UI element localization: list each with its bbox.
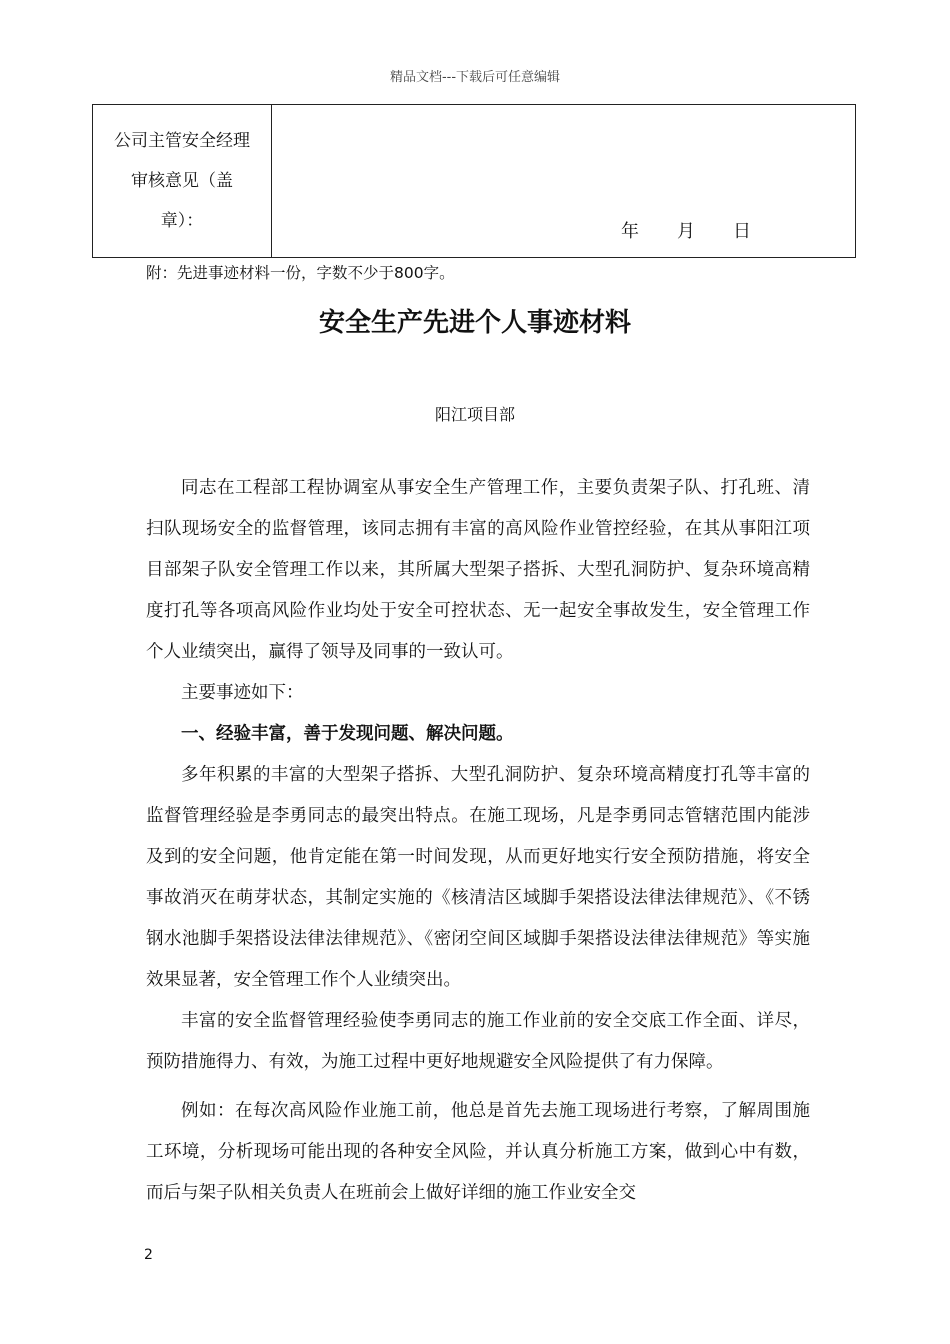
paragraph: 主要事迹如下：: [181, 683, 304, 703]
section-heading: 一、经验丰富，善于发现问题、解决问题。: [181, 724, 514, 744]
approval-label-line: 审核意见（盖: [131, 171, 233, 191]
department-name: 阳江项目部: [434, 405, 515, 424]
paragraph: 丰富的安全监督管理经验使李勇同志的施工作业前的安全交底工作全面、详尽，预防措施得力、有效，为施工过程中更好地规避安全风险提供了有力保障。: [146, 1011, 810, 1072]
date-day: 日: [733, 221, 751, 242]
approval-table: [92, 104, 856, 258]
approval-label-cell: [93, 105, 272, 258]
date-line: [621, 217, 751, 243]
page-number: 2: [144, 1247, 153, 1263]
date-year: 年: [621, 221, 639, 242]
paragraph: 同志在工程部工程协调室从事安全生产管理工作，主要负责架子队、打孔班、清扫队现场安全的监督管理，该同志拥有丰富的高风险作业管控经验，在其从事阳江项目部架子队安全管理工作以来，其所属大型架子搭拆、大型孔洞防护、复杂环境高精度打孔等各项高风险作业均处于安全可控状态、无一起安全事故发生，安全管理工作个人业绩突出，赢得了领导及同事的一致认可。: [146, 478, 810, 662]
approval-label-line: 章）：: [160, 211, 204, 231]
paragraph: 例如：在每次高风险作业施工前，他总是首先去施工现场进行考察，了解周围施工环境，分析现场可能出现的各种安全风险，并认真分析施工方案，做到心中有数，而后与架子队相关负责人在班前会上做好详细的施工作业安全交: [146, 1101, 810, 1203]
header-note: 精品文档---下载后可任意编辑: [389, 70, 561, 85]
body-text: [146, 468, 810, 1214]
attachment-note: 附：先进事迹材料一份，字数不少于800字。: [146, 264, 455, 282]
document-title: 安全生产先进个人事迹材料: [318, 308, 631, 338]
approval-content-cell: [272, 105, 856, 258]
paragraph: 多年积累的丰富的大型架子搭拆、大型孔洞防护、复杂环境高精度打孔等丰富的监督管理经验是李勇同志的最突出特点。在施工现场，凡是李勇同志管辖范围内能涉及到的安全问题，他肯定能在第一时间发现，从而更好地实行安全预防措施，将安全事故消灭在萌芽状态，其制定实施的《核清洁区域脚手架搭设法律法律规范》、《不锈钢水池脚手架搭设法律法律规范》、《密闭空间区域脚手架搭设法律法律规范》等实施效果显著，安全管理工作个人业绩突出。: [146, 765, 810, 990]
date-month: 月: [677, 221, 695, 242]
approval-label-line: 公司主管安全经理: [114, 131, 250, 151]
